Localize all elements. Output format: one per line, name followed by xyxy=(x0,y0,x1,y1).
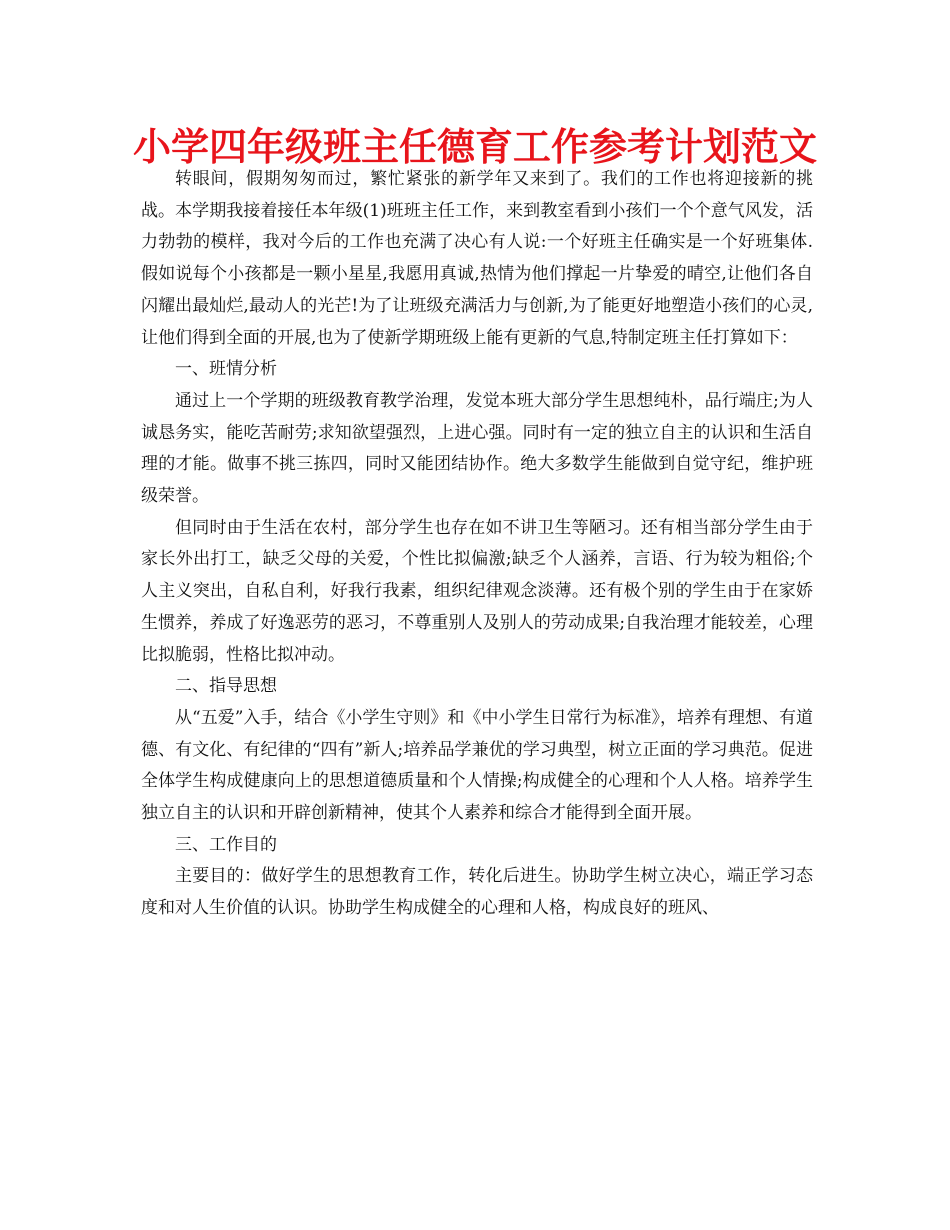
paragraph-guiding-idea: 从“五爱”入手，结合《小学生守则》和《中小学生日常行为标准》，培养有理想、有道德、有文化、有纪律的“四有”新人;培养品学兼优的学习典型，树立正面的学习典范。促进全体学生构成健康向上的思想道德质量和个人情操;构成健全的心理和个人人格。培养学生独立自主的认识和开辟创新精神，使其个人素养和综合才能得到全面开展。 xyxy=(141,707,813,824)
section-heading-work-goal: 三、工作目的 xyxy=(175,834,277,855)
section-heading-guiding-idea: 二、指导思想 xyxy=(175,676,277,697)
paragraph-class-analysis-1: 通过上一个学期的班级教育教学治理，发觉本班大部分学生思想纯朴，品行端庄;为人诚恳务实，能吃苦耐劳;求知欲望强烈，上进心强。同时有一定的独立自主的认识和生活自理的才能。做事不挑三拣四，同时又能团结协作。绝大多数学生能做到自觉守纪，维护班级荣誉。 xyxy=(141,390,813,507)
paragraph-intro: 转眼间，假期匆匆而过，繁忙紧张的新学年又来到了。我们的工作也将迎接新的挑战。本学期我接着接任本年级(1)班班主任工作，来到教室看到小孩们一个个意气风发，活力勃勃的模样，我对今后的工作也充满了决心有人说:一个好班主任确实是一个好班集体.假如说每个小孩都是一颗小星星,我愿用真诚,热情为他们撑起一片挚爱的晴空,让他们各自闪耀出最灿烂,最动人的光芒!为了让班级充满活力与创新,为了能更好地塑造小孩们的心灵,让他们得到全面的开展,也为了使新学期班级上能有更新的气息,特制定班主任打算如下： xyxy=(141,169,813,348)
paragraph-work-goal: 主要目的：做好学生的思想教育工作，转化后进生。协助学生树立决心，端正学习态度和对人生价值的认识。协助学生构成健全的心理和人格，构成良好的班风、 xyxy=(141,866,813,919)
document-body xyxy=(141,164,813,925)
paragraph-class-analysis-2: 但同时由于生活在农村，部分学生也存在如不讲卫生等陋习。还有相当部分学生由于家长外出打工，缺乏父母的关爱，个性比拟偏激;缺乏个人涵养，言语、行为较为粗俗;个人主义突出，自私自利，好我行我素，组织纪律观念淡薄。还有极个别的学生由于在家娇生惯养，养成了好逸恶劳的恶习，不尊重别人及别人的劳动成果;自我治理才能较差，心理比拟脆弱，性格比拟冲动。 xyxy=(141,517,813,665)
section-heading-class-analysis: 一、班情分析 xyxy=(175,359,277,380)
document-title: 小学四年级班主任德育工作参考计划范文 xyxy=(132,125,817,169)
